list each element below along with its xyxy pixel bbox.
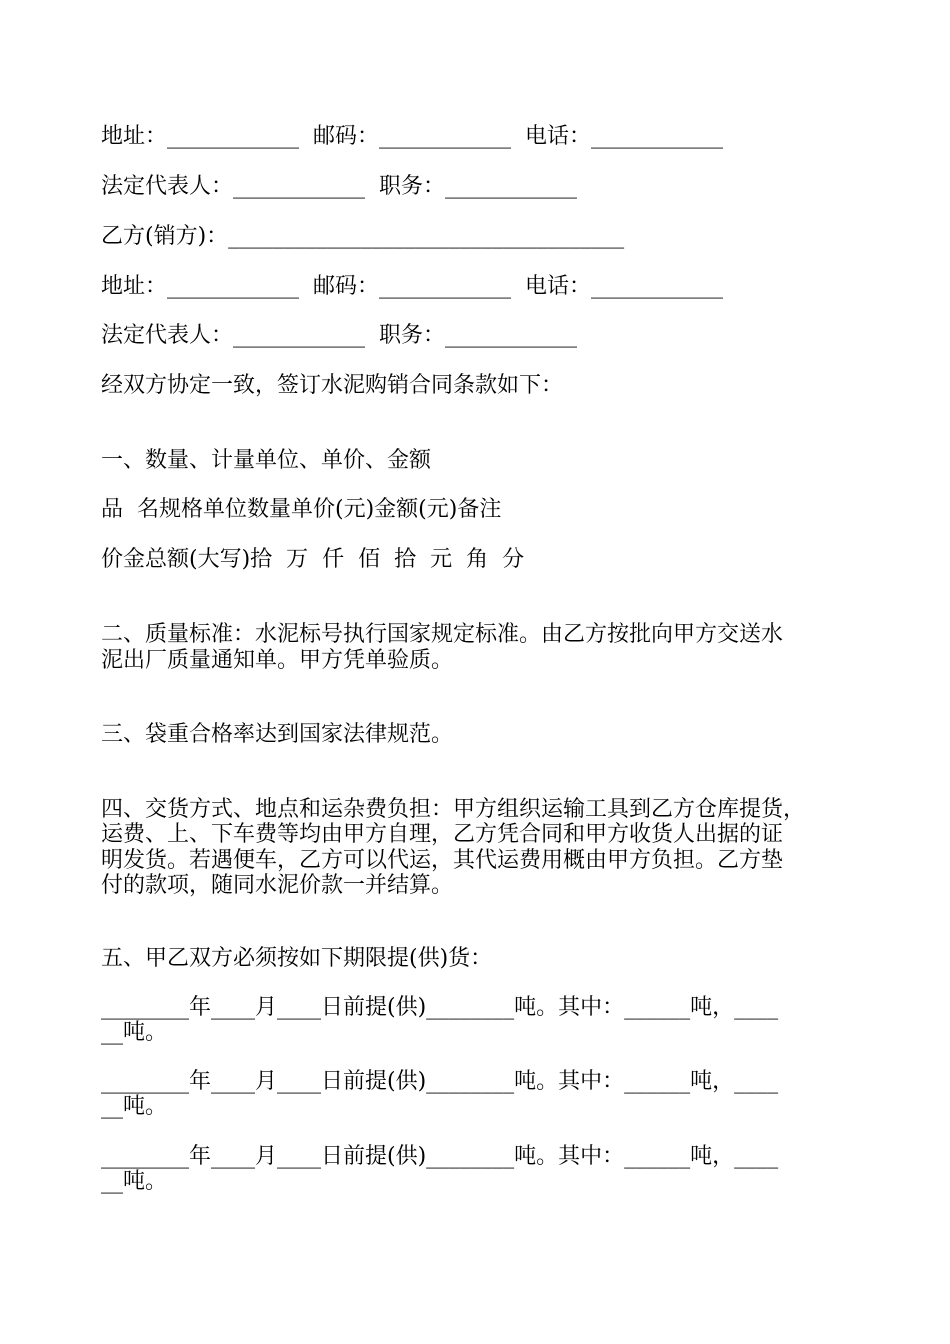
schedule-row-line2: __吨。 [101, 1094, 168, 1119]
party-a-contact-line [101, 124, 723, 150]
schedule-row-line1: ________年____月____日前提(供)________吨。其中：______吨，____ [101, 1069, 779, 1094]
section1-table-header: 品 名规格单位数量单价(元)金额(元)备注 [101, 497, 502, 522]
section4-line3: 明发货。若遇便车，乙方可以代运，其代运费用概由甲方负担。乙方垫 [101, 848, 784, 873]
address-label: 地址： [101, 124, 168, 149]
postcode-blank: ____________ [379, 124, 512, 149]
phone-blank: ____________ [591, 124, 724, 149]
postcode-blank: ____________ [379, 274, 512, 299]
title-blank: ____________ [445, 174, 578, 199]
party-b-label: 乙方(销方)： [101, 224, 229, 249]
schedule-row-line2: __吨。 [101, 1020, 168, 1045]
schedule-row-line1: ________年____月____日前提(供)________吨。其中：______吨，____ [101, 995, 779, 1020]
section4-line2: 运费、上、下车费等均由甲方自理，乙方凭合同和甲方收货人出据的证 [101, 822, 784, 847]
title-label: 职务： [379, 323, 446, 348]
party-b-line [101, 224, 624, 250]
section3-line: 三、袋重合格率达到国家法律规范。 [101, 722, 454, 747]
section4-line4: 付的款项，随同水泥价款一并结算。 [101, 873, 454, 898]
party-b-rep-line [101, 323, 577, 349]
section4-line1: 四、交货方式、地点和运杂费负担：甲方组织运输工具到乙方仓库提货， [101, 797, 806, 822]
phone-blank: ____________ [591, 274, 724, 299]
section5-heading: 五、甲乙双方必须按如下期限提(供)货： [101, 946, 493, 971]
section1-heading: 一、数量、计量单位、单价、金额 [101, 448, 432, 473]
schedule-row-line2: __吨。 [101, 1169, 168, 1194]
rep-label: 法定代表人： [101, 323, 234, 348]
section2-line2: 泥出厂质量通知单。甲方凭单验质。 [101, 648, 454, 673]
title-label: 职务： [379, 174, 446, 199]
party-a-rep-line [101, 174, 577, 200]
postcode-label: 邮码： [313, 124, 380, 149]
intro-line: 经双方协定一致，签订水泥购销合同条款如下： [101, 373, 564, 398]
party-b-contact-line [101, 274, 723, 300]
section1-total-line: 价金总额(大写)拾 万 仟 佰 拾 元 角 分 [101, 547, 525, 572]
address-label: 地址： [101, 274, 168, 299]
schedule-row-line1: ________年____月____日前提(供)________吨。其中：______吨，____ [101, 1144, 779, 1169]
title-blank: ____________ [445, 323, 578, 348]
address-blank: ____________ [167, 124, 300, 149]
rep-blank: ____________ [233, 323, 366, 348]
party-b-blank: ____________________________________ [228, 224, 625, 249]
rep-blank: ____________ [233, 174, 366, 199]
address-blank: ____________ [167, 274, 300, 299]
rep-label: 法定代表人： [101, 174, 234, 199]
postcode-label: 邮码： [313, 274, 380, 299]
section2-line1: 二、质量标准：水泥标号执行国家规定标准。由乙方按批向甲方交送水 [101, 622, 784, 647]
phone-label: 电话： [525, 274, 592, 299]
phone-label: 电话： [525, 124, 592, 149]
